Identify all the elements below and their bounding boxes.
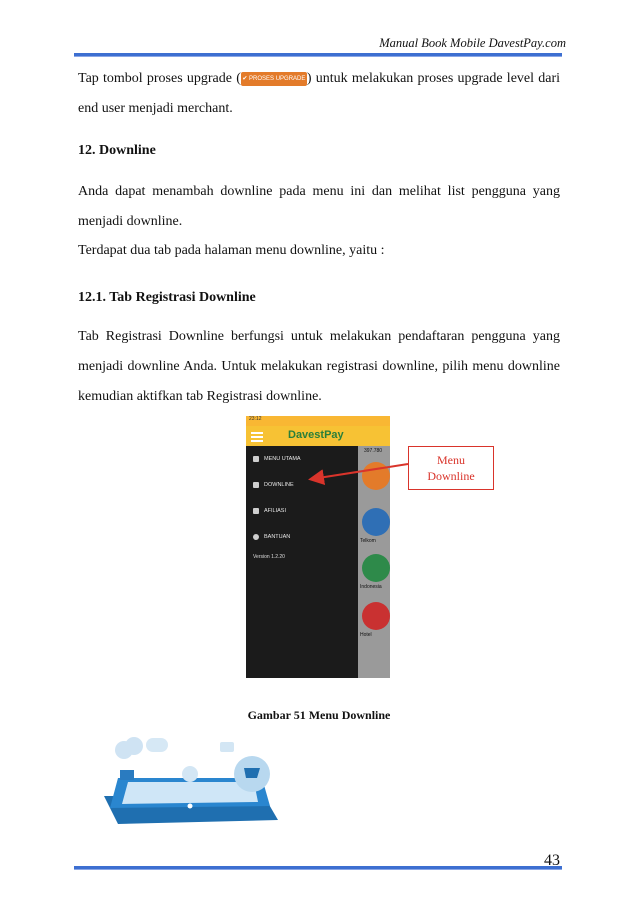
side-label-indonesia: Indonesia [360,584,382,590]
side-label-telkom: Telkom [360,538,376,544]
callout-box [408,446,494,490]
balance: 397.780 [364,448,383,454]
page-number: 43 [544,852,560,869]
figure-caption: Gambar 51 Menu Downline [247,708,391,722]
menu-item-menu-utama: MENU UTAMA [246,446,358,472]
menu-item-downline: DOWNLINE [246,472,358,498]
app-logo: DavestPay [288,429,344,441]
tablet-cloud-illustration [94,732,284,836]
proses-upgrade-button-image: ✔ PROSES UPGRADE [241,72,307,86]
section-12-heading: 12. Downline [78,143,156,158]
section-12-1-paragraph: Tab Registrasi Downline berfungsi untuk melakukan pendaftaran pengguna yang menjadi downline Anda. Untuk melakukan registrasi downline, pilih menu downline kemudian aktifkan tab Registrasi downline. [78,329,560,404]
header-title: Manual Book Mobile DavestPay.com [379,36,566,50]
intro-before: Tap tombol proses upgrade ( [78,71,241,86]
side-label-hotel: Hotel [360,632,372,638]
callout-line-1: Menu [437,453,465,467]
section-12-paragraph-1: Anda dapat menambah downline pada menu ini dan melihat list pengguna yang menjadi downline. [78,184,560,229]
section-12-paragraph-2: Terdapat dua tab pada halaman menu downline, yaitu : [78,243,385,258]
footer-rule [74,866,562,870]
intro-after: ) untuk melakukan proses upgrade level dari end user menjadi merchant. [78,71,561,116]
app-version: Version 1.2.20 [253,554,285,560]
status-time: 23:12 [249,416,262,422]
menu-item-bantuan: BANTUAN [246,524,358,550]
menu-item-afiliasi: AFILIASI [246,498,358,524]
section-12-1-heading: 12.1. Tab Registrasi Downline [78,290,256,305]
callout-line-2: Downline [427,469,475,483]
